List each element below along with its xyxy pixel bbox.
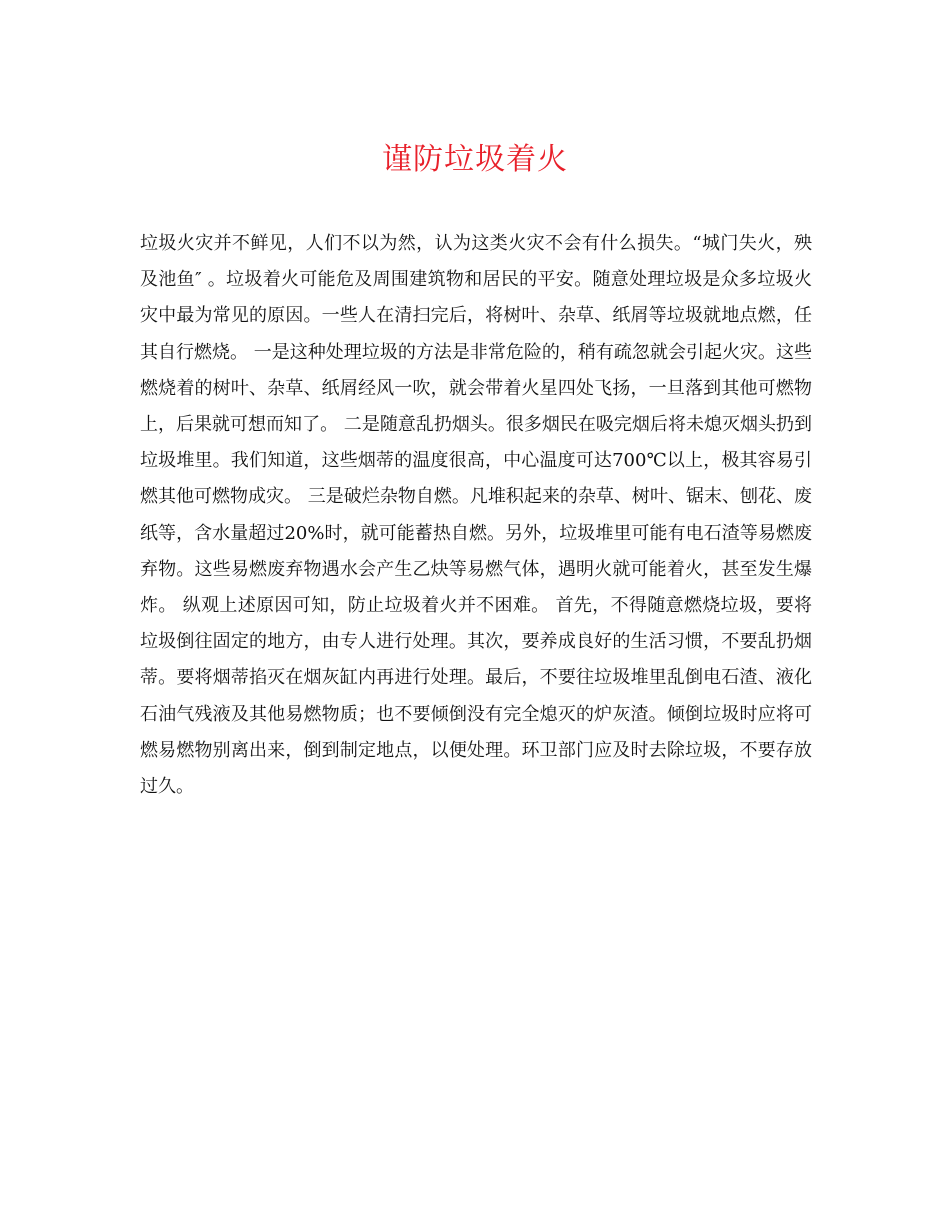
document-body-paragraph: 垃圾火灾并不鲜见，人们不以为然，认为这类火灾不会有什么损失。“城门失火，殃及池鱼″ 。垃圾着火可能危及周围建筑物和居民的平安。随意处理垃圾是众多垃圾火灾中最为常见的原因。一些人在清扫完后，将树叶、杂草、纸屑等垃圾就地点燃，任其自行燃烧。 一是这种处理垃圾的方法是非常危险的，稍有疏忽就会引起火灾。这些燃烧着的树叶、杂草、纸屑经风一吹，就会带着火星四处飞扬，一旦落到其他可燃物上，后果就可想而知了。 二是随意乱扔烟头。很多烟民在吸完烟后将未熄灭烟头扔到垃圾堆里。我们知道，这些烟蒂的温度很高，中心温度可达700℃以上，极其容易引燃其他可燃物成灾。 三是破烂杂物自燃。凡堆积起来的杂草、树叶、锯末、刨花、废纸等，含水量超过20%时，就可能蓄热自燃。另外，垃圾堆里可能有电石渣等易燃废弃物。这些易燃废弃物遇水会产生乙炔等易燃气体，遇明火就可能着火，甚至发生爆炸。 纵观上述原因可知，防止垃圾着火并不困难。 首先，不得随意燃烧垃圾，要将垃圾倒往固定的地方，由专人进行处理。其次，要养成良好的生活习惯，不要乱扔烟蒂。要将烟蒂掐灭在烟灰缸内再进行处理。最后，不要往垃圾堆里乱倒电石渣、液化石油气残液及其他易燃物质；也不要倾倒没有完全熄灭的炉灰渣。倾倒垃圾时应将可燃易燃物别离出来，倒到制定地点，以便处理。环卫部门应及时去除垃圾，不要存放过久。 — [140, 233, 812, 798]
document-title: 谨防垃圾着火 — [382, 142, 568, 177]
